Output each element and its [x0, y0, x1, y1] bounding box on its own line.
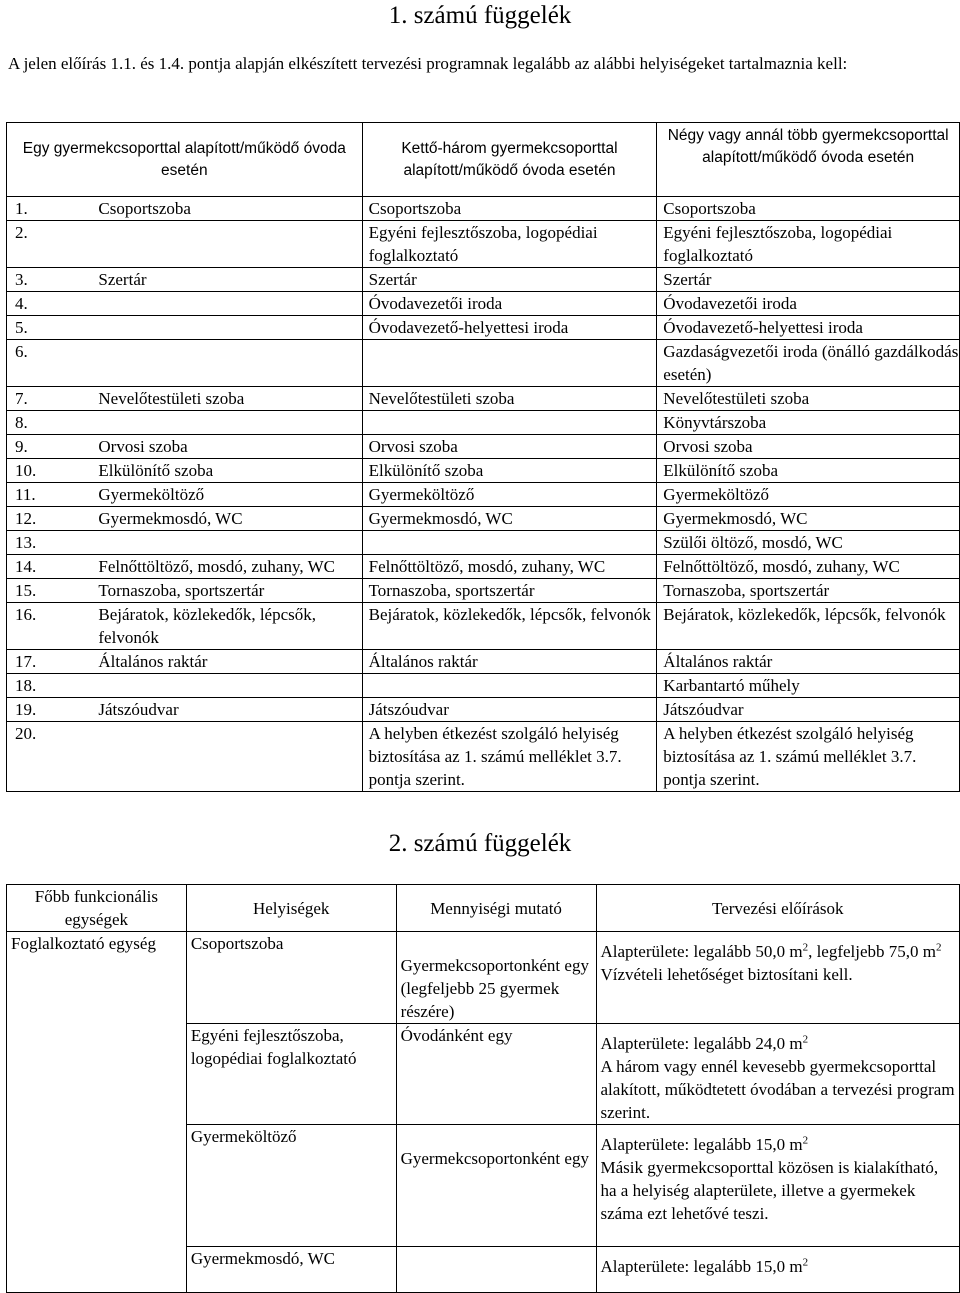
row-number: 16. — [7, 603, 93, 650]
row-number: 9. — [7, 435, 93, 459]
row-number: 20. — [7, 722, 93, 792]
table-row — [7, 387, 960, 411]
cell-four-plus-groups: Tornaszoba, sportszertár — [657, 579, 960, 603]
cell-four-plus-groups: Gyermekmosdó, WC — [657, 507, 960, 531]
table-row — [7, 674, 960, 698]
cell-two-three-groups — [362, 674, 657, 698]
unit-cell: Foglalkoztató egység — [7, 932, 187, 1293]
header-rooms: Helyiségek — [186, 885, 396, 932]
cell-one-group — [92, 531, 362, 555]
table-row — [7, 932, 960, 1024]
cell-four-plus-groups: Könyvtárszoba — [657, 411, 960, 435]
cell-two-three-groups: Óvodavezető-helyettesi iroda — [362, 316, 657, 340]
requirements-table — [6, 884, 960, 1293]
cell-two-three-groups: Elkülönítő szoba — [362, 459, 657, 483]
room-cell: Egyéni fejlesztőszoba, logopédiai foglalkoztató — [186, 1024, 396, 1125]
row-number: 6. — [7, 340, 93, 387]
cell-two-three-groups: Óvodavezetői iroda — [362, 292, 657, 316]
row-number: 8. — [7, 411, 93, 435]
cell-one-group: Gyermeköltöző — [92, 483, 362, 507]
cell-four-plus-groups: Gyermeköltöző — [657, 483, 960, 507]
table-header-row — [7, 885, 960, 932]
cell-two-three-groups: Szertár — [362, 268, 657, 292]
cell-four-plus-groups: Óvodavezető-helyettesi iroda — [657, 316, 960, 340]
header-requirements: Tervezési előírások — [596, 885, 959, 932]
table-row — [7, 340, 960, 387]
area-unit-exponent: 2 — [802, 1033, 809, 1046]
row-number: 13. — [7, 531, 93, 555]
cell-two-three-groups — [362, 411, 657, 435]
cell-two-three-groups: Gyermeköltöző — [362, 483, 657, 507]
appendix-2-title: 2. számú függelék — [388, 830, 572, 857]
cell-two-three-groups: Csoportszoba — [362, 197, 657, 221]
cell-two-three-groups: Nevelőtestületi szoba — [362, 387, 657, 411]
cell-two-three-groups: Felnőttöltöző, mosdó, zuhany, WC — [362, 555, 657, 579]
cell-one-group — [92, 674, 362, 698]
cell-one-group: Tornaszoba, sportszertár — [92, 579, 362, 603]
table-row — [7, 316, 960, 340]
requirement-note: Másik gyermekcsoporttal közösen is kialakítható, ha a helyiség alapterülete, illetve a gyermekek száma ezt lehetővé teszi. — [600, 1158, 939, 1223]
cell-one-group: Bejáratok, közlekedők, lépcsők, felvonók — [92, 603, 362, 650]
cell-two-three-groups: Gyermekmosdó, WC — [362, 507, 657, 531]
appendix-1-title: 1. számú függelék — [388, 2, 572, 29]
table-header-row — [7, 123, 960, 197]
cell-two-three-groups: A helyben étkezést szolgáló helyiség biztosítása az 1. számú melléklet 3.7. pontja szerint. — [362, 722, 657, 792]
area-requirement — [601, 1133, 955, 1156]
table-row — [7, 483, 960, 507]
rooms-table — [6, 122, 960, 792]
cell-four-plus-groups: Gazdaságvezetői iroda (önálló gazdálkodás esetén) — [657, 340, 960, 387]
area-unit-exponent: 2 — [802, 1256, 809, 1269]
header-units: Főbb funkcionális egységek — [7, 885, 187, 932]
header-two-three-groups: Kettő-három gyermekcsoporttal alapított/működő óvoda esetén — [362, 123, 657, 197]
table-row — [7, 268, 960, 292]
quantity-cell: Óvodánként egy — [396, 1024, 596, 1125]
area-unit-exponent: 2 — [802, 941, 809, 954]
header-four-plus-groups: Négy vagy annál több gyermekcsoporttal alapított/működő óvoda esetén — [657, 123, 960, 197]
area-requirement — [601, 1032, 955, 1055]
requirements-table-body — [7, 932, 960, 1293]
cell-four-plus-groups: Egyéni fejlesztőszoba, logopédiai foglalkoztató — [657, 221, 960, 268]
row-number: 11. — [7, 483, 93, 507]
cell-one-group — [92, 722, 362, 792]
table-row — [7, 435, 960, 459]
cell-four-plus-groups: Karbantartó műhely — [657, 674, 960, 698]
cell-two-three-groups: Egyéni fejlesztőszoba, logopédiai foglalkoztató — [362, 221, 657, 268]
area-text: Alapterülete: legalább 15,0 m — [600, 1135, 803, 1154]
quantity-cell — [396, 1247, 596, 1293]
table-row — [7, 197, 960, 221]
cell-two-three-groups: Bejáratok, közlekedők, lépcsők, felvonók — [362, 603, 657, 650]
row-number: 4. — [7, 292, 93, 316]
cell-four-plus-groups: A helyben étkezést szolgáló helyiség biztosítása az 1. számú melléklet 3.7. pontja szerint. — [657, 722, 960, 792]
area-requirement — [601, 940, 955, 963]
cell-one-group — [92, 340, 362, 387]
area-max-text: , legfeljebb 75,0 m — [808, 942, 937, 961]
cell-one-group: Általános raktár — [92, 650, 362, 674]
cell-two-three-groups: Orvosi szoba — [362, 435, 657, 459]
area-text: Alapterülete: legalább 24,0 m — [600, 1034, 803, 1053]
row-number: 5. — [7, 316, 93, 340]
cell-one-group: Elkülönítő szoba — [92, 459, 362, 483]
cell-two-three-groups — [362, 531, 657, 555]
cell-four-plus-groups: Bejáratok, közlekedők, lépcsők, felvonók — [657, 603, 960, 650]
row-number: 3. — [7, 268, 93, 292]
cell-one-group: Szertár — [92, 268, 362, 292]
room-cell: Gyermekmosdó, WC — [186, 1247, 396, 1293]
area-unit-exponent: 2 — [802, 1134, 809, 1147]
requirement-cell — [596, 1024, 959, 1125]
table-row — [7, 459, 960, 483]
area-requirement — [601, 1255, 955, 1278]
table-row — [7, 507, 960, 531]
row-number: 14. — [7, 555, 93, 579]
cell-one-group — [92, 292, 362, 316]
cell-four-plus-groups: Szertár — [657, 268, 960, 292]
requirement-cell — [596, 1247, 959, 1293]
row-number: 2. — [7, 221, 93, 268]
table-row — [7, 650, 960, 674]
table-row — [7, 603, 960, 650]
table-row — [7, 292, 960, 316]
rooms-table-body — [7, 197, 960, 792]
row-number: 10. — [7, 459, 93, 483]
cell-four-plus-groups: Általános raktár — [657, 650, 960, 674]
room-cell: Csoportszoba — [186, 932, 396, 1024]
cell-four-plus-groups: Orvosi szoba — [657, 435, 960, 459]
table-row — [7, 698, 960, 722]
quantity-cell: Gyermekcsoportonként egy (legfeljebb 25 gyermek részére) — [396, 932, 596, 1024]
cell-one-group: Orvosi szoba — [92, 435, 362, 459]
cell-one-group: Csoportszoba — [92, 197, 362, 221]
row-number: 15. — [7, 579, 93, 603]
area-text: Alapterülete: legalább 15,0 m — [600, 1257, 803, 1276]
header-one-group: Egy gyermekcsoporttal alapított/működő óvoda esetén — [7, 123, 363, 197]
cell-one-group: Felnőttöltöző, mosdó, zuhany, WC — [92, 555, 362, 579]
cell-four-plus-groups: Felnőttöltöző, mosdó, zuhany, WC — [657, 555, 960, 579]
cell-four-plus-groups: Csoportszoba — [657, 197, 960, 221]
cell-one-group — [92, 316, 362, 340]
cell-one-group — [92, 221, 362, 268]
row-number: 12. — [7, 507, 93, 531]
header-quantity: Mennyiségi mutató — [396, 885, 596, 932]
row-number: 17. — [7, 650, 93, 674]
requirement-cell — [596, 932, 959, 1024]
row-number: 19. — [7, 698, 93, 722]
cell-four-plus-groups: Nevelőtestületi szoba — [657, 387, 960, 411]
requirement-cell — [596, 1125, 959, 1247]
cell-four-plus-groups: Óvodavezetői iroda — [657, 292, 960, 316]
table-row — [7, 579, 960, 603]
cell-one-group — [92, 411, 362, 435]
requirement-note: A három vagy ennél kevesebb gyermekcsoporttal alakított, működtetett óvodában a tervezési program szerint. — [600, 1057, 955, 1122]
area-unit-exponent: 2 — [936, 941, 942, 954]
table-row — [7, 411, 960, 435]
cell-two-three-groups: Általános raktár — [362, 650, 657, 674]
quantity-cell: Gyermekcsoportonként egy — [396, 1125, 596, 1247]
row-number: 1. — [7, 197, 93, 221]
table-row — [7, 722, 960, 792]
room-cell: Gyermeköltöző — [186, 1125, 396, 1247]
requirement-note: Vízvételi lehetőséget biztosítani kell. — [600, 965, 853, 984]
table-row — [7, 555, 960, 579]
area-text: Alapterülete: legalább 50,0 m — [600, 942, 803, 961]
cell-one-group: Játszóudvar — [92, 698, 362, 722]
cell-four-plus-groups: Szülői öltöző, mosdó, WC — [657, 531, 960, 555]
cell-one-group: Nevelőtestületi szoba — [92, 387, 362, 411]
cell-one-group: Gyermekmosdó, WC — [92, 507, 362, 531]
table-row — [7, 531, 960, 555]
row-number: 18. — [7, 674, 93, 698]
intro-text: A jelen előírás 1.1. és 1.4. pontja alapján elkészített tervezési programnak legalább az alábbi helyiségeket tartalmaznia kell: — [8, 54, 848, 73]
cell-two-three-groups: Játszóudvar — [362, 698, 657, 722]
table-row — [7, 221, 960, 268]
row-number: 7. — [7, 387, 93, 411]
cell-four-plus-groups: Játszóudvar — [657, 698, 960, 722]
cell-two-three-groups: Tornaszoba, sportszertár — [362, 579, 657, 603]
cell-four-plus-groups: Elkülönítő szoba — [657, 459, 960, 483]
cell-two-three-groups — [362, 340, 657, 387]
